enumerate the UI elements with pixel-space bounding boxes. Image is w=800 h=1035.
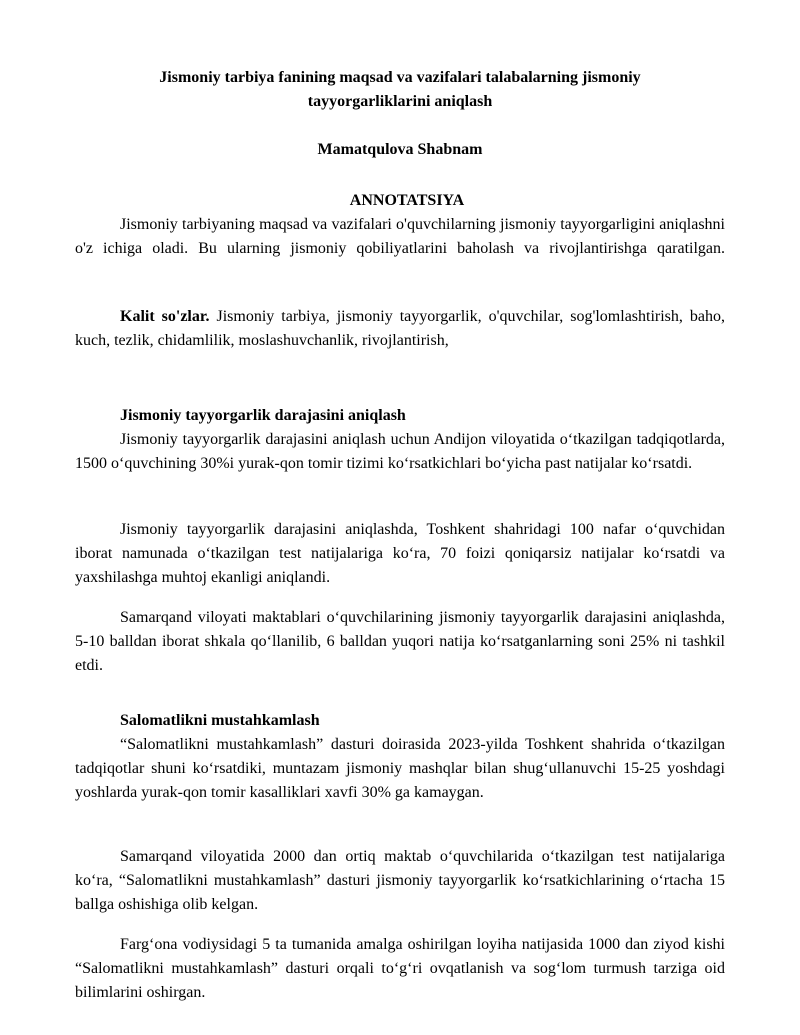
section1-paragraph-3: Samarqand viloyati maktablari o‘quvchilarining jismoniy tayyorgarlik darajasini aniqlashda, 5-10 balldan iborat shkala qo‘llanilib, 6 balldan yuqori natija ko‘rsatganlarning soni 25% ni tashkil etdi. — [75, 609, 725, 674]
section2-paragraph-3: Farg‘ona vodiysidagi 5 ta tumanida amalga oshirilgan loyiha natijasida 1000 dan ziyod kishi “Salomatlikni mustahkamlash” dasturi orqali to‘g‘ri ovqatlanish va sog‘lom turmush tarziga oid bilimlarini oshirgan. — [75, 936, 725, 1001]
section1-paragraph-1: Jismoniy tayyorgarlik darajasini aniqlash uchun Andijon viloyatida o‘tkazilgan tadqiqotlarda, 1500 o‘quvchining 30%i yurak-qon tomir tizimi ko‘rsatkichlari bo‘yicha past natijalar ko‘rsatdi. — [75, 431, 725, 472]
title-line-2: tayyorgarliklarini aniqlash — [307, 93, 493, 110]
section2-paragraph-1: “Salomatlikni mustahkamlash” dasturi doirasida 2023-yilda Toshkent shahrida o‘tkazilgan tadqiqotlar shuni ko‘rsatdiki, muntazam jismoniy mashqlar bilan shug‘ullanuvchi 15-25 yoshdagi yoshlarda yurak-qon tomir kasalliklari xavfi 30% ga kamaygan. — [75, 736, 725, 801]
section-heading-fitness-level: Jismoniy tayyorgarlik darajasini aniqlash — [120, 407, 406, 424]
section2-paragraph-2: Samarqand viloyatida 2000 dan ortiq maktab o‘quvchilarida o‘tkazilgan test natijalariga ko‘ra, “Salomatlikni mustahkamlash” dasturi jismoniy tayyorgarlik ko‘rsatkichlarining o‘rtacha 15 ballga oshishiga olib kelgan. — [75, 848, 725, 913]
section-heading-health: Salomatlikni mustahkamlash — [120, 712, 320, 729]
document-title — [100, 66, 700, 114]
keywords-label: Kalit so'zlar. — [120, 308, 210, 325]
author-name: Mamatqulova Shabnam — [317, 141, 483, 158]
keywords-text: Jismoniy tarbiya, jismoniy tayyorgarlik, o'quvchilar, sog'lomlashtirish, baho, kuch, tezlik, chidamlilik, moslashuvchanlik, rivojlantirish, — [75, 308, 726, 349]
annotation-heading: ANNOTATSIYA — [349, 192, 465, 209]
annotation-paragraph: Jismoniy tarbiyaning maqsad va vazifalari o'quvchilarning jismoniy tayyorgarligini aniqlashni o'z ichiga oladi. Bu ularning jismoniy qobiliyatlarini baholash va rivojlantirishga qaratilgan. — [75, 216, 725, 257]
section1-paragraph-2: Jismoniy tayyorgarlik darajasini aniqlashda, Toshkent shahridagi 100 nafar o‘quvchidan iborat namunada o‘tkazilgan test natijalariga ko‘ra, 70 foizi qoniqarsiz natijalar ko‘rsatdi va yaxshilashga muhtoj ekanligi aniqlandi. — [75, 521, 725, 586]
keywords-paragraph — [75, 305, 725, 353]
title-line-1: Jismoniy tarbiya fanining maqsad va vazifalari talabalarning jismoniy — [159, 69, 641, 86]
